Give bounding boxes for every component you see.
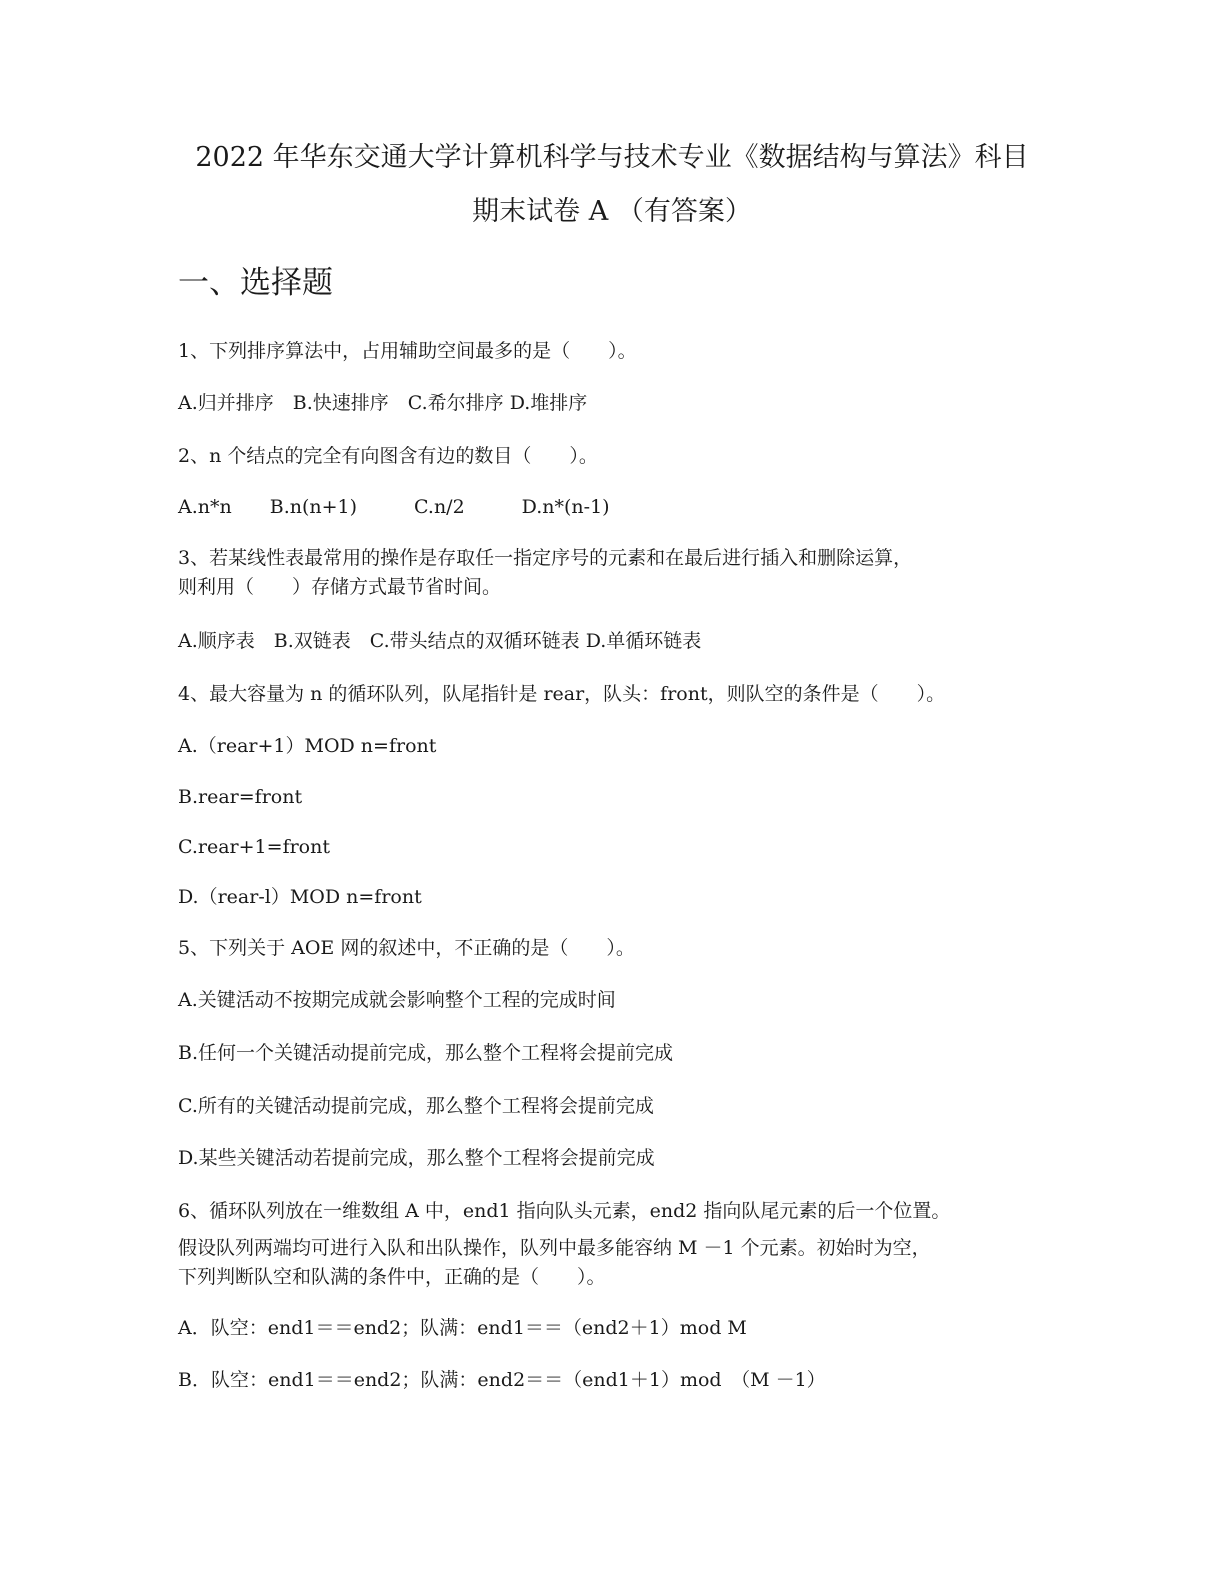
question-5-option-b: B.任何一个关键活动提前完成，那么整个工程将会提前完成 xyxy=(178,1042,674,1064)
question-5-stem: 5、下列关于 AOE 网的叙述中，不正确的是（ ）。 xyxy=(178,937,635,959)
question-1-stem: 1、下列排序算法中，占用辅助空间最多的是（ ）。 xyxy=(178,340,637,362)
question-5-option-a: A.关键活动不按期完成就会影响整个工程的完成时间 xyxy=(178,989,616,1011)
question-4-option-c: C.rear+1=front xyxy=(178,836,330,858)
question-4-option-d: D.（rear-l）MOD n=front xyxy=(178,886,422,908)
question-6-stem-line-2: 假设队列两端均可进行入队和出队操作，队列中最多能容纳 M －1 个元素。初始时为空， xyxy=(178,1237,931,1259)
question-5-option-c: C.所有的关键活动提前完成，那么整个工程将会提前完成 xyxy=(178,1095,654,1117)
question-4-option-b: B.rear=front xyxy=(178,786,303,808)
question-1-options: A.归并排序 B.快速排序 C.希尔排序 D.堆排序 xyxy=(178,392,588,414)
question-6-stem-line-3: 下列判断队空和队满的条件中，正确的是（ ）。 xyxy=(178,1266,606,1288)
question-3-stem-line-1: 3、若某线性表最常用的操作是存取任一指定序号的元素和在最后进行插入和删除运算， xyxy=(178,547,913,569)
question-6-option-b: B．队空：end1＝＝end2；队满：end2＝＝（end1＋1）mod （M －1） xyxy=(178,1369,826,1391)
question-2-stem: 2、n 个结点的完全有向图含有边的数目（ ）。 xyxy=(178,445,598,467)
exam-title-line-1: 2022 年华东交通大学计算机科学与技术专业《数据结构与算法》科目 xyxy=(195,142,1029,173)
question-5-option-d: D.某些关键活动若提前完成，那么整个工程将会提前完成 xyxy=(178,1147,655,1169)
section-heading: 一、选择题 xyxy=(178,265,333,301)
question-6-option-a: A．队空：end1＝＝end2；队满：end1＝＝（end2＋1）mod M xyxy=(178,1317,747,1339)
question-4-stem: 4、最大容量为 n 的循环队列，队尾指针是 rear，队头：front，则队空的条件是（ ）。 xyxy=(178,683,946,705)
question-3-stem-line-2: 则利用（ ）存储方式最节省时间。 xyxy=(178,576,502,598)
question-3-options: A.顺序表 B.双链表 C.带头结点的双循环链表 D.单循环链表 xyxy=(178,630,702,652)
question-2-options: A.n*n B.n(n+1) C.n/2 D.n*(n-1) xyxy=(178,496,610,518)
question-6-stem-line-1: 6、循环队列放在一维数组 A 中，end1 指向队头元素，end2 指向队尾元素的后一个位置。 xyxy=(178,1200,951,1222)
exam-title-line-2: 期末试卷 A （有答案） xyxy=(472,196,752,227)
question-4-option-a: A.（rear+1）MOD n=front xyxy=(178,735,437,757)
